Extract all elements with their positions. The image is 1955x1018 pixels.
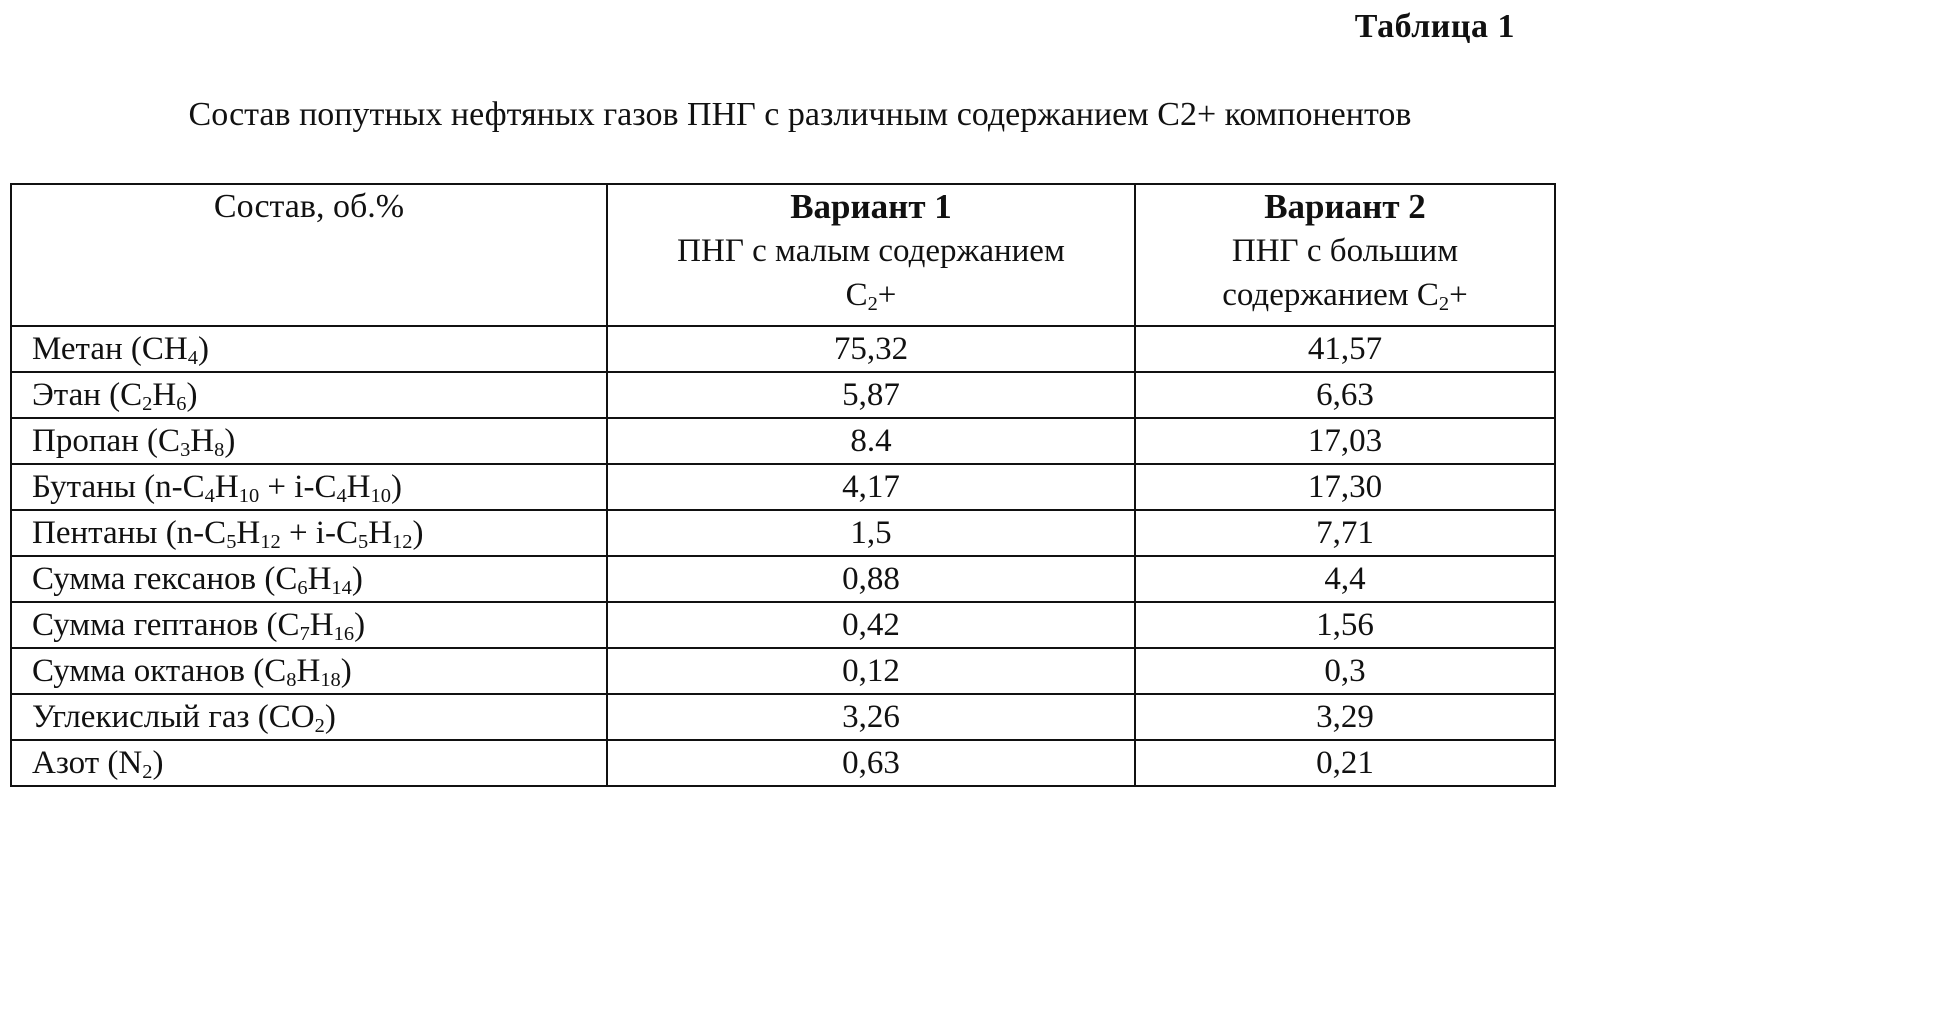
variant-2-desc-line1: ПНГ с большим [1231,233,1459,269]
table-row [11,464,1555,510]
variant-2-value: 1,56 [1135,602,1555,648]
variant-2-value: 4,4 [1135,556,1555,602]
variant-1-value: 4,17 [607,464,1135,510]
table-row [11,418,1555,464]
variant-2-desc-line2: содержанием $С_2+$ [1222,277,1468,316]
table-header-row [11,184,1555,326]
component-label: Сумма октанов $(C_8H_{18})$ [11,648,607,694]
variant-2-value: 17,03 [1135,418,1555,464]
header-variant-1 [607,184,1135,326]
variant-1-value: 0,12 [607,648,1135,694]
variant-1-title: Вариант 1 [790,187,952,226]
component-label: Метан $(CH_4)$ [11,326,607,372]
variant-2-title: Вариант 2 [1264,187,1426,226]
table-row [11,510,1555,556]
table-number: Таблица 1 [1354,8,1515,45]
variant-1-value: 0,88 [607,556,1135,602]
variant-1-value: 1,5 [607,510,1135,556]
table-row [11,694,1555,740]
variant-2-value: 3,29 [1135,694,1555,740]
table-row [11,648,1555,694]
variant-2-value: 41,57 [1135,326,1555,372]
variant-2-value: 6,63 [1135,372,1555,418]
variant-1-value: 3,26 [607,694,1135,740]
table-caption: Состав попутных нефтяных газов ПНГ с различным содержанием С2+ компонентов [188,96,1412,133]
variant-2-value: 7,71 [1135,510,1555,556]
component-label: Пентаны $(n-C_5H_{12} + i-C_5H_{12})$ [11,510,607,556]
variant-2-value: 0,3 [1135,648,1555,694]
variant-1-value: 0,42 [607,602,1135,648]
component-label: Сумма гексанов $(C_6H_{14})$ [11,556,607,602]
component-label: Сумма гептанов $(C_7H_{16})$ [11,602,607,648]
variant-1-value: 75,32 [607,326,1135,372]
table-row [11,602,1555,648]
component-label: Углекислый газ $(CO_2)$ [11,694,607,740]
table-body [11,326,1555,786]
component-label: Этан $(C_2H_6)$ [11,372,607,418]
table-row [11,372,1555,418]
variant-2-value: 17,30 [1135,464,1555,510]
table-row [11,740,1555,786]
component-label: Азот $(N_2)$ [11,740,607,786]
variant-1-desc-line1: ПНГ с малым содержанием [677,233,1065,269]
table-row [11,326,1555,372]
variant-1-desc-line2: $С_2+$ [845,277,897,316]
variant-1-value: 5,87 [607,372,1135,418]
header-variant-2 [1135,184,1555,326]
table-row [11,556,1555,602]
composition-table [10,183,1556,787]
component-label: Пропан $(C_3H_8)$ [11,418,607,464]
variant-1-value: 8.4 [607,418,1135,464]
component-label: Бутаны $(n-C_4H_{10} + i-C_4H_{10})$ [11,464,607,510]
variant-2-value: 0,21 [1135,740,1555,786]
header-composition: Состав, об.% [11,184,607,326]
variant-1-value: 0,63 [607,740,1135,786]
